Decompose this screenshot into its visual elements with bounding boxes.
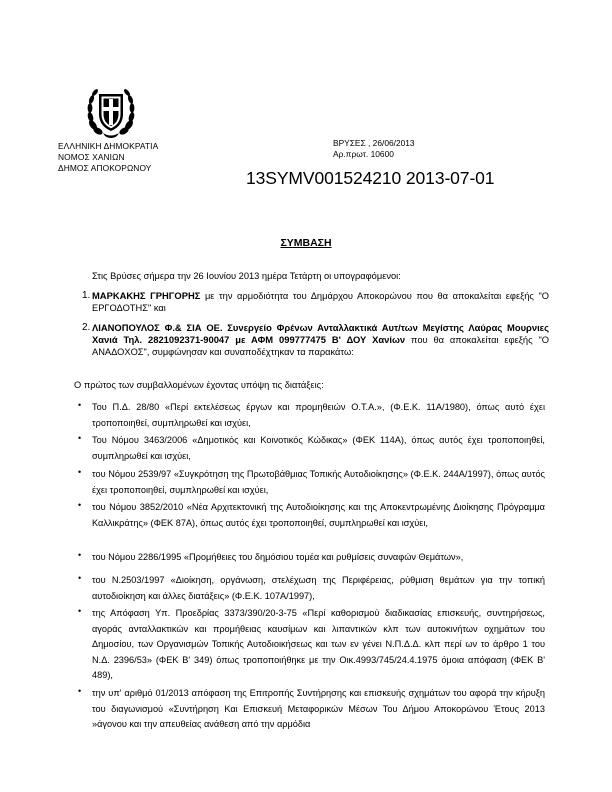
- party-name: ΜΑΡΚΑΚΗΣ ΓΡΗΓΟΡΗΣ: [92, 290, 201, 301]
- bullet-icon: •: [78, 686, 82, 696]
- party-text: [92, 290, 549, 314]
- issuer-block: [58, 141, 158, 174]
- clause-text: του Ν.2503/1997 «Διοίκηση, οργάνωση, στελέχωση της Περιφέρειας, ρύθμιση θεμάτων για την τοπική αυτοδιοίκηση και άλλες διατάξεις» (Φ.Ε.Κ. 107Α/1997),: [92, 575, 545, 601]
- place-date-block: [333, 138, 415, 160]
- clause-text: την υπ' αριθμό 01/2013 απόφαση της Επιτροπής Συντήρησης και επισκευής σχημάτων του αφορά την κήρυξη του διαγωνισμού «Συντήρηση Και Επισκευή Μεταφορικών Μέσων Του Δήμου Αποκορώνου Έτους 2013 »άγονου και την απευθείας ανάθεση από την αρμόδια: [92, 688, 545, 729]
- clauses-lead: Ο πρώτος των συμβαλλομένων έχοντας υπόψη τις διατάξεις:: [74, 380, 324, 390]
- document-title: [0, 237, 612, 249]
- document-title-text: ΣΥΜΒΑΣΗ: [280, 237, 332, 249]
- bullet-icon: •: [78, 573, 82, 583]
- clause-text: της Απόφαση Υπ. Προεδρίας 3373/390/20-3-75 «Περί καθορισμού διαδικασίας επισκευής, συντηρήσεως, αγοράς ανταλλακτικών και προμήθειας καυσίμων και λιπαντικών κλπ των αυτοκινήτων οχημάτων του Δημοσίου, των Οργανισμών Τοπικής Αυτοδιοικήσεως και των εν γένει Ν.Π.Δ.Δ. κλπ περί ων το άρθρο 1 του Ν.Δ. 2396/53» (ΦΕΚ Β' 349) όπως τροποποιήθηκε με την Οικ.4993/745/24.4.1975 όμοια απόφαση (ΦΕΚ Β' 489),: [92, 608, 545, 680]
- party-number: 2.: [82, 322, 91, 333]
- protocol-number: Αρ.πρωτ. 10600: [333, 149, 394, 159]
- intro-line: Στις Βρύσες σήμερα την 26 Ιουνίου 2013 ημέρα Τετάρτη οι υπογραφόμενοι:: [92, 271, 401, 281]
- clause-text: Του Νόμου 3463/2006 «Δημοτικός και Κοινοτικός Κώδικας» (ΦΕΚ 114Α), όπως αυτός έχει τροποποιηθεί, συμπληρωθεί και ισχύει,: [92, 435, 545, 461]
- bullet-icon: •: [78, 400, 82, 410]
- party-number: 1.: [82, 290, 91, 301]
- issuer-line-country: ΕΛΛΗΝΙΚΗ ΔΗΜΟΚΡΑΤΙΑ: [58, 141, 159, 151]
- clause-text: του Νόμου 2539/97 «Συγκρότηση της Πρωτοβάθμιας Τοπικής Αυτοδιοίκησης» (Φ.Ε.Κ. 244Α/1997), όπως αυτός έχει τροποποιηθεί, συμπληρωθεί και ισχύει,: [92, 469, 545, 495]
- clause-text: Του Π.Δ. 28/80 «Περί εκτελέσεως έργων και προμηθειών Ο.Τ.Α.», (Φ.Ε.Κ. 11Α/1980), όπως αυτό έχει τροποποιηθεί, συμπληρωθεί και ισχύει,: [92, 402, 545, 428]
- issuer-line-prefecture: ΝΟΜΟΣ ΧΑΝΙΩΝ: [58, 152, 125, 162]
- party-name: ΛΙΑΝΟΠΟΥΛΟΣ Φ.& ΣΙΑ ΟΕ. Συνεργείο Φρένων Ανταλλακτικά Αυτ/των Μεγίστης Λαύρας Μουρνιες Χανιά Τηλ. 2821092371-90047 με ΑΦΜ 099777475 Β' ΔΟΥ Χανίων: [92, 322, 549, 345]
- issuer-line-municipality: ΔΗΜΟΣ ΑΠΟΚΟΡΩΝΟΥ: [58, 163, 152, 173]
- bullet-icon: •: [78, 467, 82, 477]
- party-description: που θα αποκαλείται εφεξής "Ο ΑΝΑΔΟΧΟΣ", συμφώνησαν και συναποδέχτηκαν τα παρακάτω:: [92, 335, 549, 357]
- place-date: ΒΡΥΣΕΣ , 26/06/2013: [333, 138, 415, 148]
- bullet-icon: •: [78, 550, 82, 560]
- bullet-icon: •: [78, 500, 82, 510]
- ada-code: 13SYMV001524210 2013-07-01: [246, 168, 495, 188]
- coat-of-arms-emblem: [86, 85, 136, 139]
- bullet-icon: •: [78, 433, 82, 443]
- clause-text: του Νόμου 3852/2010 «Νέα Αρχιτεκτονική της Αυτοδιοίκησης και της Αποκεντρωμένης Διοίκησης Πρόγραμμα Καλλικράτης» (ΦΕΚ 87Α), όπως αυτός έχει τροποποιηθεί, συμπληρωθεί και ισχύει,: [92, 502, 545, 528]
- bullet-icon: •: [78, 606, 82, 616]
- party-description: με την αρμοδιότητα του Δημάρχου Αποκορώνου που θα αποκαλείται εφεξής "Ο ΕΡΓΟΔΟΤΗΣ" και: [92, 291, 549, 313]
- party-text: [92, 322, 549, 358]
- clause-text: του Νόμου 2286/1995 «Προμήθειες του δημόσιου τομέα και ρυθμίσεις συναφών Θεμάτων»,: [92, 552, 464, 562]
